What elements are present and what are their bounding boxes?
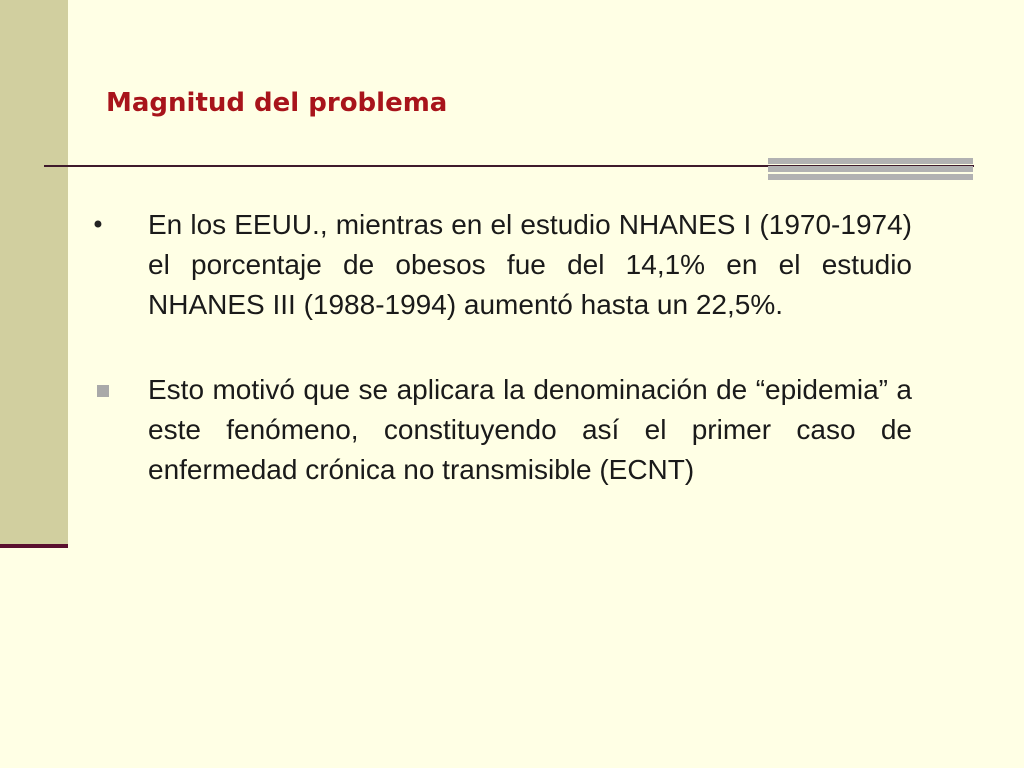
bullet-item (88, 205, 912, 325)
accent-bars-decoration (768, 158, 973, 180)
accent-bar (768, 158, 973, 164)
left-band-rule (0, 544, 68, 548)
bullet-text: Esto motivó que se aplicara la denominación de “epidemia” a este fenómeno, constituyendo así el primer caso de enfermedad crónica no transmisible (ECNT) (148, 374, 912, 485)
square-bullet-icon (97, 385, 109, 397)
bullet-item (88, 370, 912, 490)
bullet-list (88, 205, 912, 535)
accent-bar (768, 174, 973, 180)
dot-bullet-icon: • (90, 211, 106, 239)
slide-title: Magnitud del problema (106, 88, 448, 118)
accent-bar (768, 166, 973, 172)
bullet-text: En los EEUU., mientras en el estudio NHANES I (1970-1974) el porcentaje de obesos fue del 14,1% en el estudio NHANES III (1988-1994) aumentó hasta un 22,5%. (148, 209, 912, 320)
left-decorative-band (0, 0, 68, 548)
